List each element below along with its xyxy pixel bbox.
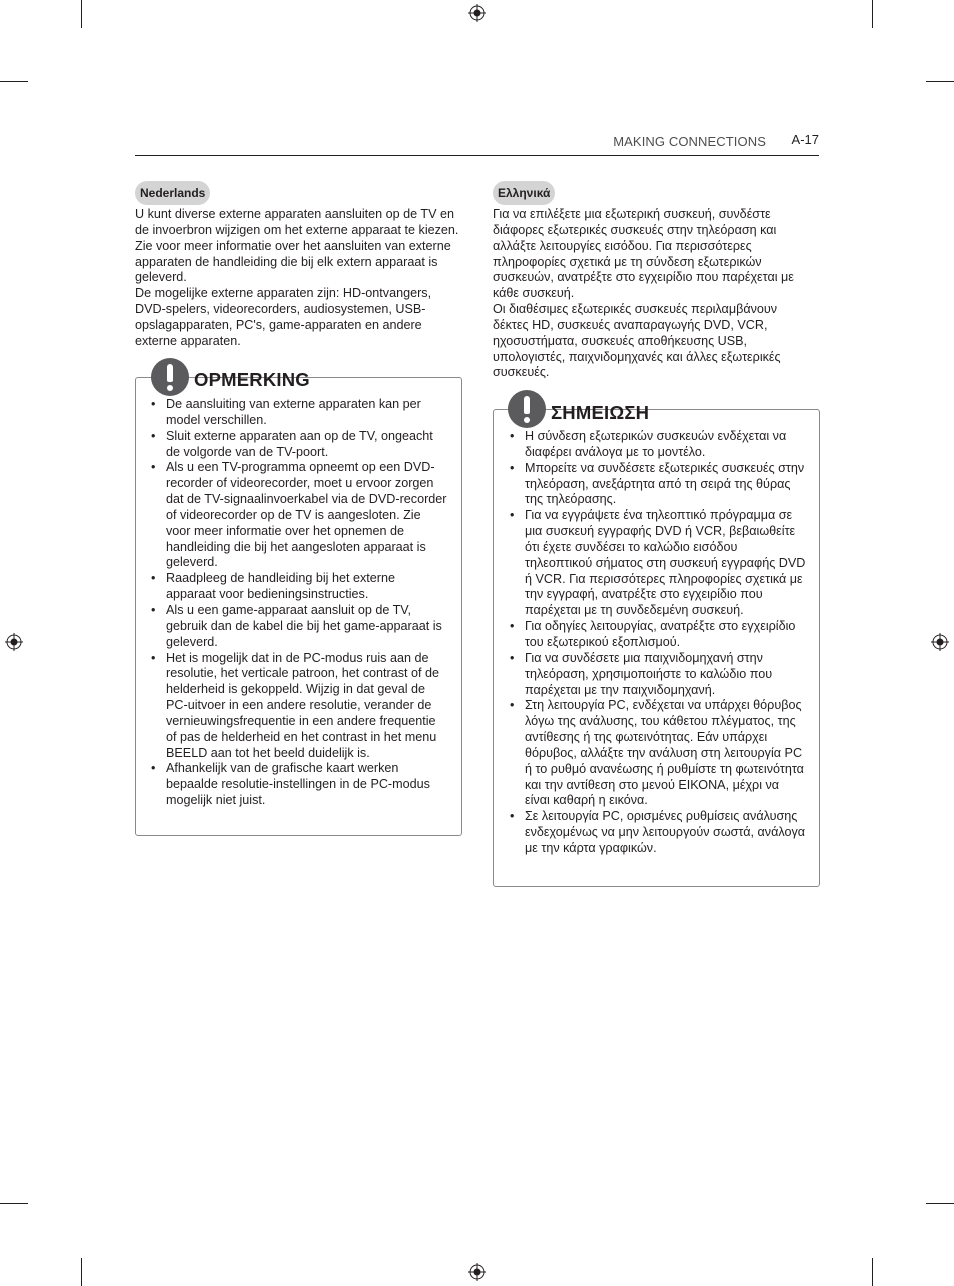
registration-mark-icon	[468, 4, 486, 22]
list-item: • Για να συνδέσετε μια παιχνιδομηχανή στην τηλεόραση, χρησιμοποιήστε το καλώδιο που παρέχεται με την παιχνιδομηχανή.	[510, 651, 806, 699]
crop-mark	[81, 1258, 82, 1286]
language-badge-dutch: Nederlands	[135, 181, 210, 205]
list-item: • Μπορείτε να συνδέσετε εξωτερικές συσκευές στην τηλεόραση, ανεξάρτητα από τη σειρά της θύρας της τηλεόρασης.	[510, 461, 806, 509]
note-title-greek: ΣΗΜΕΙΩΣΗ	[551, 402, 650, 423]
registration-mark-icon	[468, 1263, 486, 1281]
list-item: • Het is mogelijk dat in de PC-modus ruis aan de resolutie, het verticale patroon, het contrast of de helderheid is gekoppeld. Wijzig in dat geval de PC-uitvoer in een andere resolutie, verander de vernieuwingsfrequentie in een andere frequentie of pas de helderheid en het contrast in het menu BEELD aan tot het beeld duidelijk is.	[151, 651, 448, 762]
page-number: A-17	[791, 132, 819, 147]
crop-mark	[872, 0, 873, 28]
intro-paragraph: U kunt diverse externe apparaten aansluiten op de TV en de invoerbron wijzigen om het externe apparaat te kiezen. Zie voor meer informatie over het aansluiten van externe apparaten de handleiding die bij elk extern apparaat is geleverd.	[135, 207, 459, 285]
list-item: • Στη λειτουργία PC, ενδέχεται να υπάρχει θόρυβος λόγω της ανάλυσης, του κάθετου πλέγματος, της αντίθεσης ή της φωτεινότητας. Εάν υπάρχει θόρυβος, αλλάξτε την ανάλυση στη λειτουργία PC ή το ρυθμό ανανέωσης ή ρυθμίστε τη φωτεινότητα και την αντίθεση στο μενού ΕΙΚΟΝΑ, μέχρι να είναι καθαρή η εικόνα.	[510, 698, 806, 809]
intro-text-dutch	[135, 207, 460, 350]
list-item: • Για οδηγίες λειτουργίας, ανατρέξτε στο εγχειρίδιο του εξωτερικού εξοπλισμού.	[510, 619, 806, 651]
section-title: MAKING CONNECTIONS	[613, 134, 766, 149]
crop-mark	[926, 1203, 954, 1204]
intro-paragraph: De mogelijke externe apparaten zijn: HD-ontvangers, DVD-spelers, videorecorders, audiosystemen, USB-opslagapparaten, PC's, game-apparaten en andere externe apparaten.	[135, 286, 432, 348]
note-line	[694, 409, 818, 410]
list-item: • Για να εγγράψετε ένα τηλεοπτικό πρόγραμμα σε μια συσκευή εγγραφής DVD ή VCR, βεβαιωθείτε ότι έχετε συνδέσει το καλώδιο εισόδου τηλεοπτικού σήματος στη συσκευή εγγραφής DVD ή VCR. Για περισσότερες πληροφορίες σχετικά με την εγγραφή, ανατρέξτε στο εγχειρίδιο που παρέχεται με τη συνδεδεμένη συσκευή.	[510, 508, 806, 619]
list-item: • Η σύνδεση εξωτερικών συσκευών ενδέχεται να διαφέρει ανάλογα με το μοντέλο.	[510, 429, 806, 461]
language-badge-greek: Ελληνικά	[493, 181, 555, 205]
crop-mark	[926, 81, 954, 82]
registration-mark-icon	[931, 633, 949, 651]
list-item: • Sluit externe apparaten aan op de TV, ongeacht de volgorde van de TV-poort.	[151, 429, 448, 461]
list-item: • Als u een game-apparaat aansluit op de TV, gebruik dan de kabel die bij het game-apparaat is geleverd.	[151, 603, 448, 651]
list-item: • Σε λειτουργία PC, ορισμένες ρυθμίσεις ανάλυσης ενδεχομένως να μην λειτουργούν σωστά, ανάλογα με την κάρτα γραφικών.	[510, 809, 806, 857]
list-item: • Afhankelijk van de grafische kaart werken bepaalde resolutie-instellingen in de PC-modus mogelijk niet juist.	[151, 761, 448, 809]
running-header	[135, 131, 819, 156]
exclamation-icon	[151, 358, 189, 396]
intro-paragraph: Οι διαθέσιμες εξωτερικές συσκευές περιλαμβάνουν δέκτες HD, συσκευές αναπαραγωγής DVD, VCR, ηχοσυστήματα, συσκευές αποθήκευσης USB, υπολογιστές, παιχνιδομηχανές και άλλες εξωτερικές συσκευές.	[493, 302, 781, 380]
list-item: • Raadpleeg de handleiding bij het externe apparaat voor bedieningsinstructies.	[151, 571, 448, 603]
crop-mark	[81, 0, 82, 28]
crop-mark	[0, 1203, 28, 1204]
list-item: • Als u een TV-programma opneemt op een DVD-recorder of videorecorder, moet u ervoor zorgen dat de TV-signaalinvoerkabel via de DVD-recorder of videorecorder op de TV is aangesloten. Zie voor meer informatie over het opnemen de handleiding die bij het aangesloten apparaat is geleverd.	[151, 460, 448, 571]
registration-mark-icon	[5, 633, 23, 651]
crop-mark	[0, 81, 28, 82]
note-line	[348, 377, 460, 378]
note-list-dutch	[151, 397, 448, 809]
crop-mark	[872, 1258, 873, 1286]
note-list-greek	[510, 429, 806, 857]
intro-paragraph: Για να επιλέξετε μια εξωτερική συσκευή, συνδέστε διάφορες εξωτερικές συσκευές στην τηλεόραση και αλλάξτε λειτουργίες εισόδου. Για περισσότερες πληροφορίες σχετικά με τη σύνδεση εξωτερικών συσκευών, ανατρέξτε στο εγχειρίδιο που παρέχεται με κάθε συσκευή.	[493, 207, 794, 301]
note-title-dutch: OPMERKING	[194, 369, 310, 390]
list-item: • De aansluiting van externe apparaten kan per model verschillen.	[151, 397, 448, 429]
intro-text-greek	[493, 207, 813, 381]
exclamation-icon	[508, 390, 546, 428]
